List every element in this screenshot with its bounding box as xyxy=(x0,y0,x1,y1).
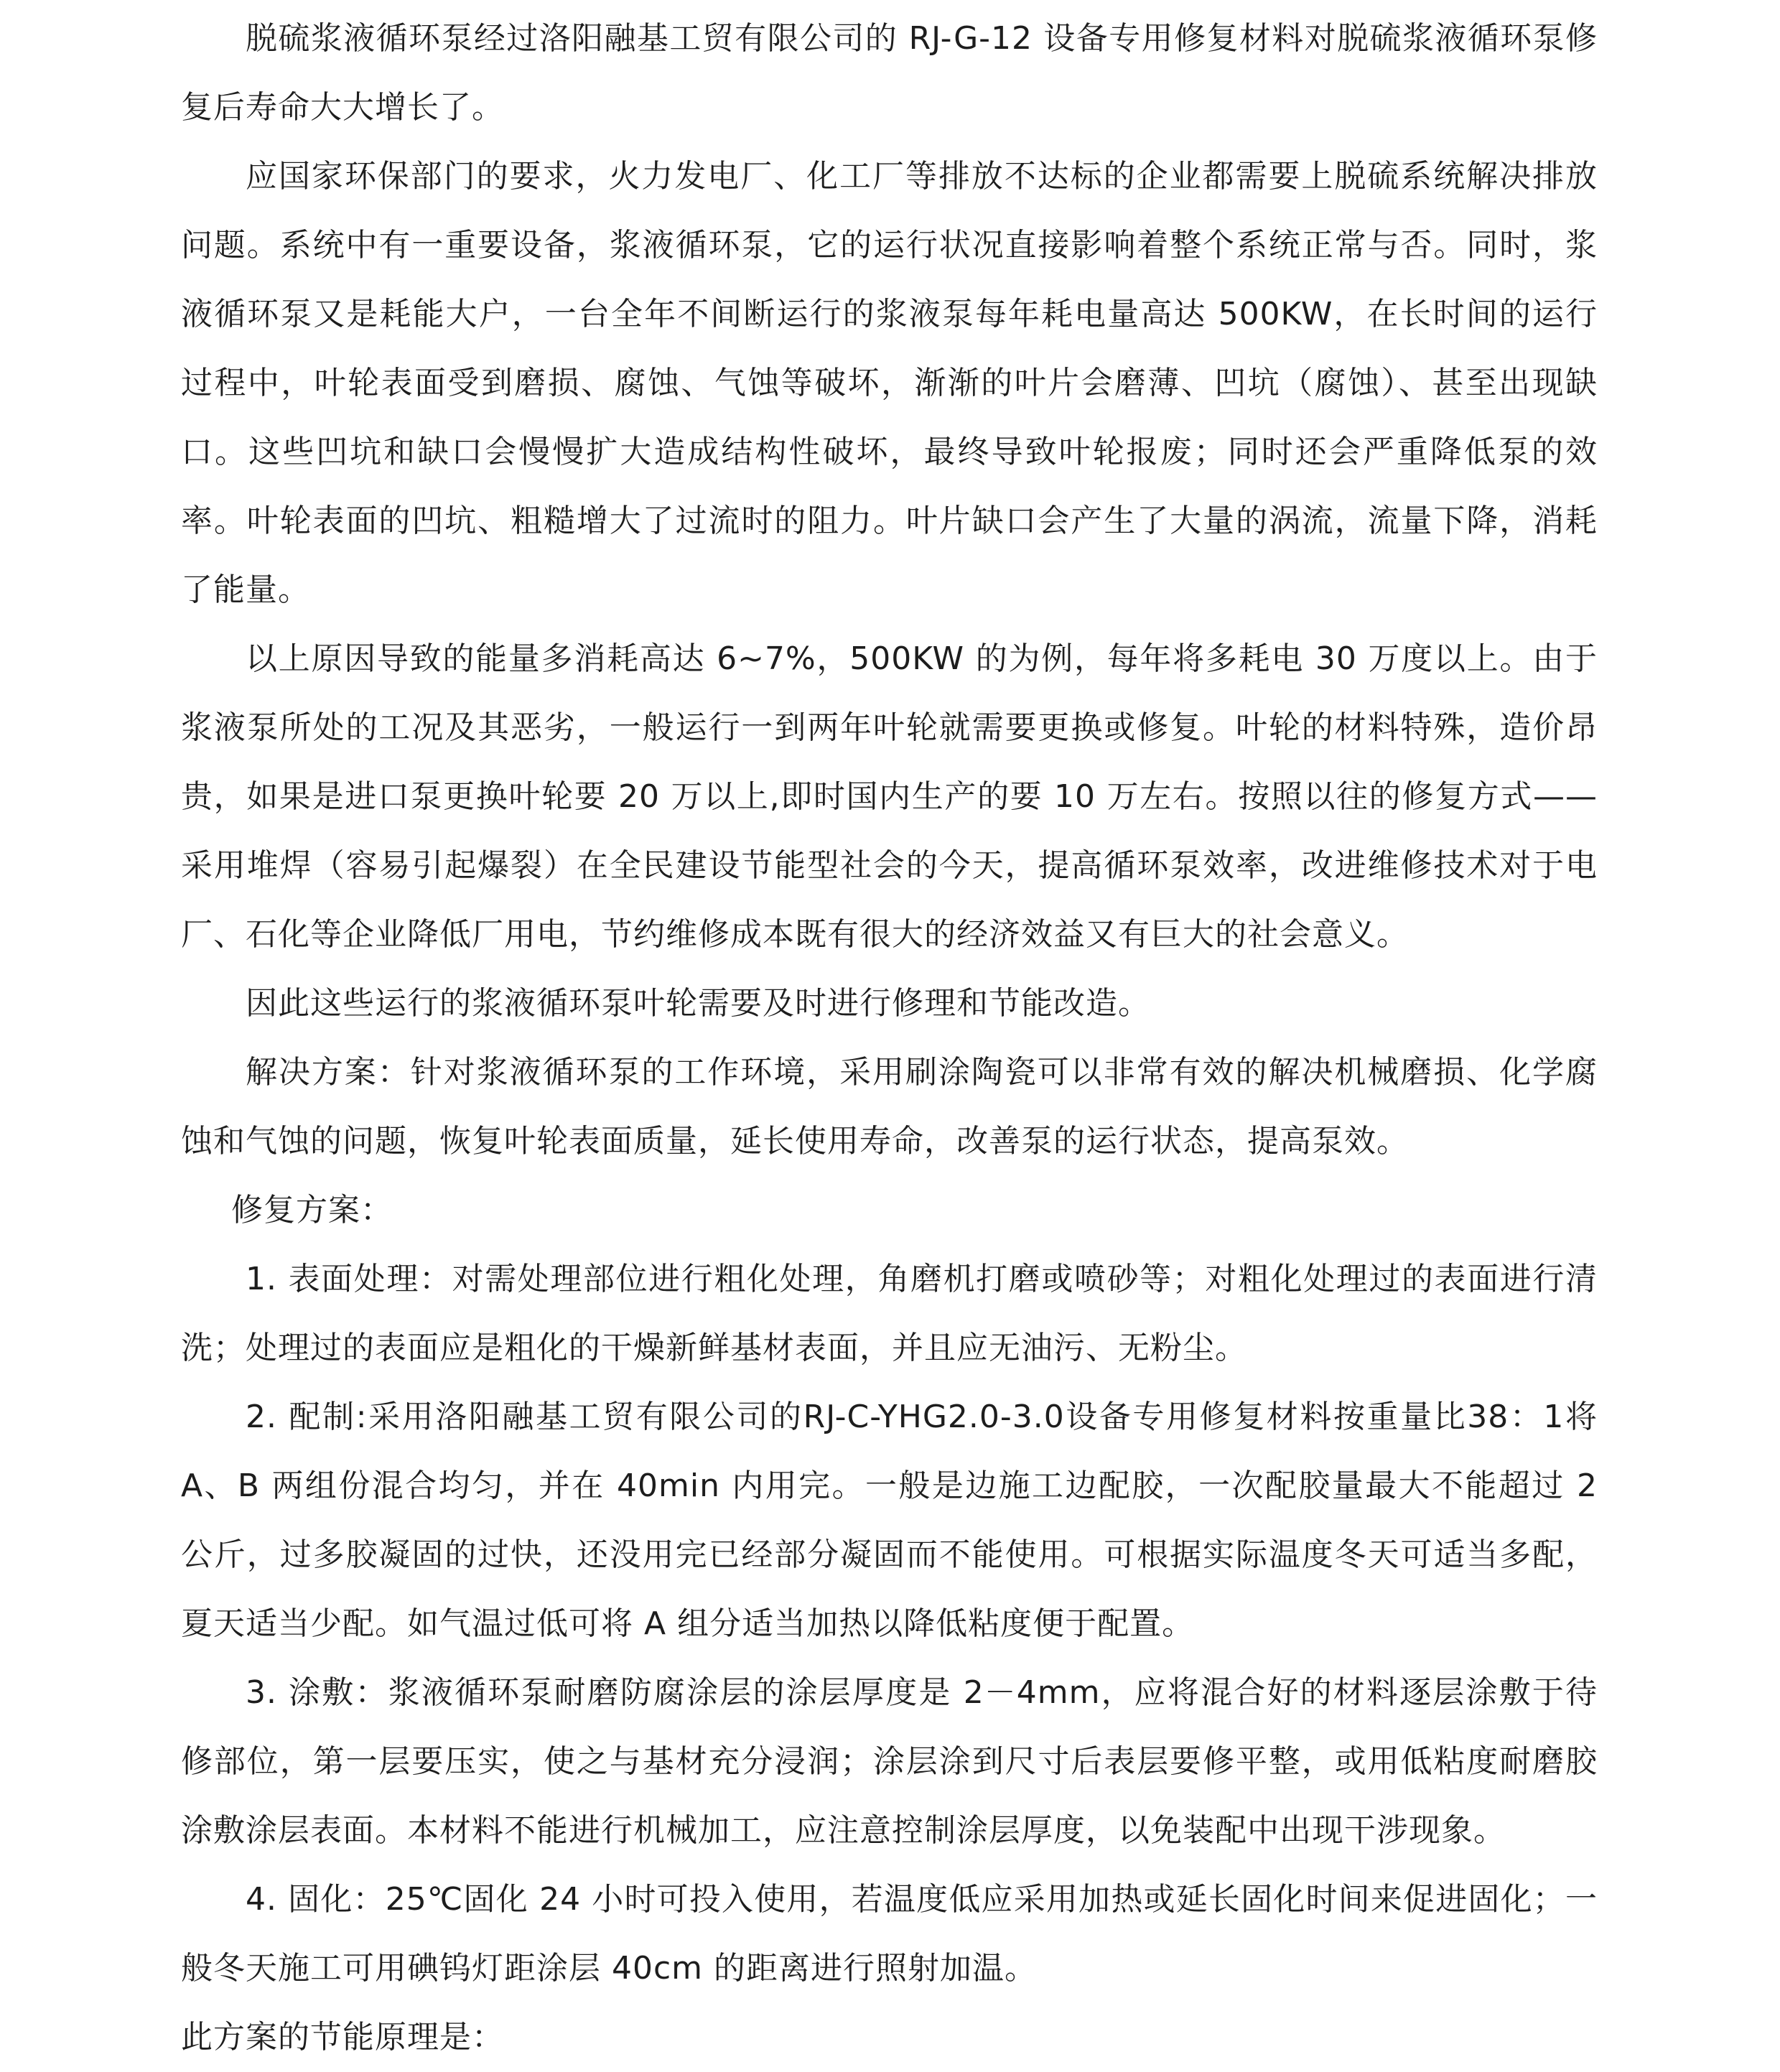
para-intro: 脱硫浆液循环泵经过洛阳融基工贸有限公司的 RJ-G-12 设备专用修复材料对脱硫浆液循环泵修复后寿命大大增长了。 xyxy=(181,20,1598,126)
step-1-surface-treatment: 1. 表面处理：对需处理部位进行粗化处理，角磨机打磨或喷砂等；对粗化处理过的表面进行清洗；处理过的表面应是粗化的干燥新鲜基材表面，并且应无油污、无粉尘。 xyxy=(181,1261,1598,1366)
para-energy-loss: 以上原因导致的能量多消耗高达 6~7%，500KW 的为例，每年将多耗电 30 万度以上。由于浆液泵所处的工况及其恶劣，一般运行一到两年叶轮就需要更换或修复。叶轮的材料特殊，造价昂贵，如果是进口泵更换叶轮要 20 万以上,即时国内生产的要 10 万左右。按照以往的修复方式——采用堆焊（容易引起爆裂）在全民建设节能型社会的今天，提高循环泵效率，改进维修技术对于电厂、石化等企业降低厂用电，节约维修成本既有很大的经济效益又有巨大的社会意义。 xyxy=(181,640,1598,953)
step-2-preparation: 2. 配制:采用洛阳融基工贸有限公司的RJ-C-YHG2.0-3.0设备专用修复材料按重量比38：1将A、B 两组份混合均匀，并在 40min 内用完。一般是边施工边配胶，一次配胶量最大不能超过 2 公斤，过多胶凝固的过快，还没用完已经部分凝固而不能使用。可根据实际温度冬天可适当多配，夏天适当少配。如气温过低可将 A 组分适当加热以降低粘度便于配置。 xyxy=(181,1399,1598,1642)
para-solution: 解决方案：针对浆液循环泵的工作环境，采用刷涂陶瓷可以非常有效的解决机械磨损、化学腐蚀和气蚀的问题，恢复叶轮表面质量，延长使用寿命，改善泵的运行状态，提高泵效。 xyxy=(181,1054,1598,1159)
heading-repair-plan: 修复方案： xyxy=(231,1192,393,1228)
heading-energy-saving-principle: 此方案的节能原理是： xyxy=(181,2019,504,2055)
document-body xyxy=(181,4,1598,2072)
para-conclusion: 因此这些运行的浆液循环泵叶轮需要及时进行修理和节能改造。 xyxy=(246,985,1150,1022)
step-3-coating: 3. 涂敷：浆液循环泵耐磨防腐涂层的涂层厚度是 2－4mm，应将混合好的材料逐层涂敷于待修部位，第一层要压实，使之与基材充分浸润；涂层涂到尺寸后表层要修平整，或用低粘度耐磨胶涂敷涂层表面。本材料不能进行机械加工，应注意控制涂层厚度，以免装配中出现干涉现象。 xyxy=(181,1674,1598,1849)
para-background: 应国家环保部门的要求，火力发电厂、化工厂等排放不达标的企业都需要上脱硫系统解决排放问题。系统中有一重要设备，浆液循环泵，它的运行状况直接影响着整个系统正常与否。同时，浆液循环泵又是耗能大户，一台全年不间断运行的浆液泵每年耗电量高达 500KW，在长时间的运行过程中，叶轮表面受到磨损、腐蚀、气蚀等破坏，渐渐的叶片会磨薄、凹坑（腐蚀）、甚至出现缺口。这些凹坑和缺口会慢慢扩大造成结构性破坏，最终导致叶轮报废；同时还会严重降低泵的效率。叶轮表面的凹坑、粗糙增大了过流时的阻力。叶片缺口会产生了大量的涡流，流量下降，消耗了能量。 xyxy=(181,158,1598,608)
step-4-curing: 4. 固化：25℃固化 24 小时可投入使用，若温度低应采用加热或延长固化时间来促进固化；一般冬天施工可用碘钨灯距涂层 40cm 的距离进行照射加温。 xyxy=(181,1881,1598,1987)
